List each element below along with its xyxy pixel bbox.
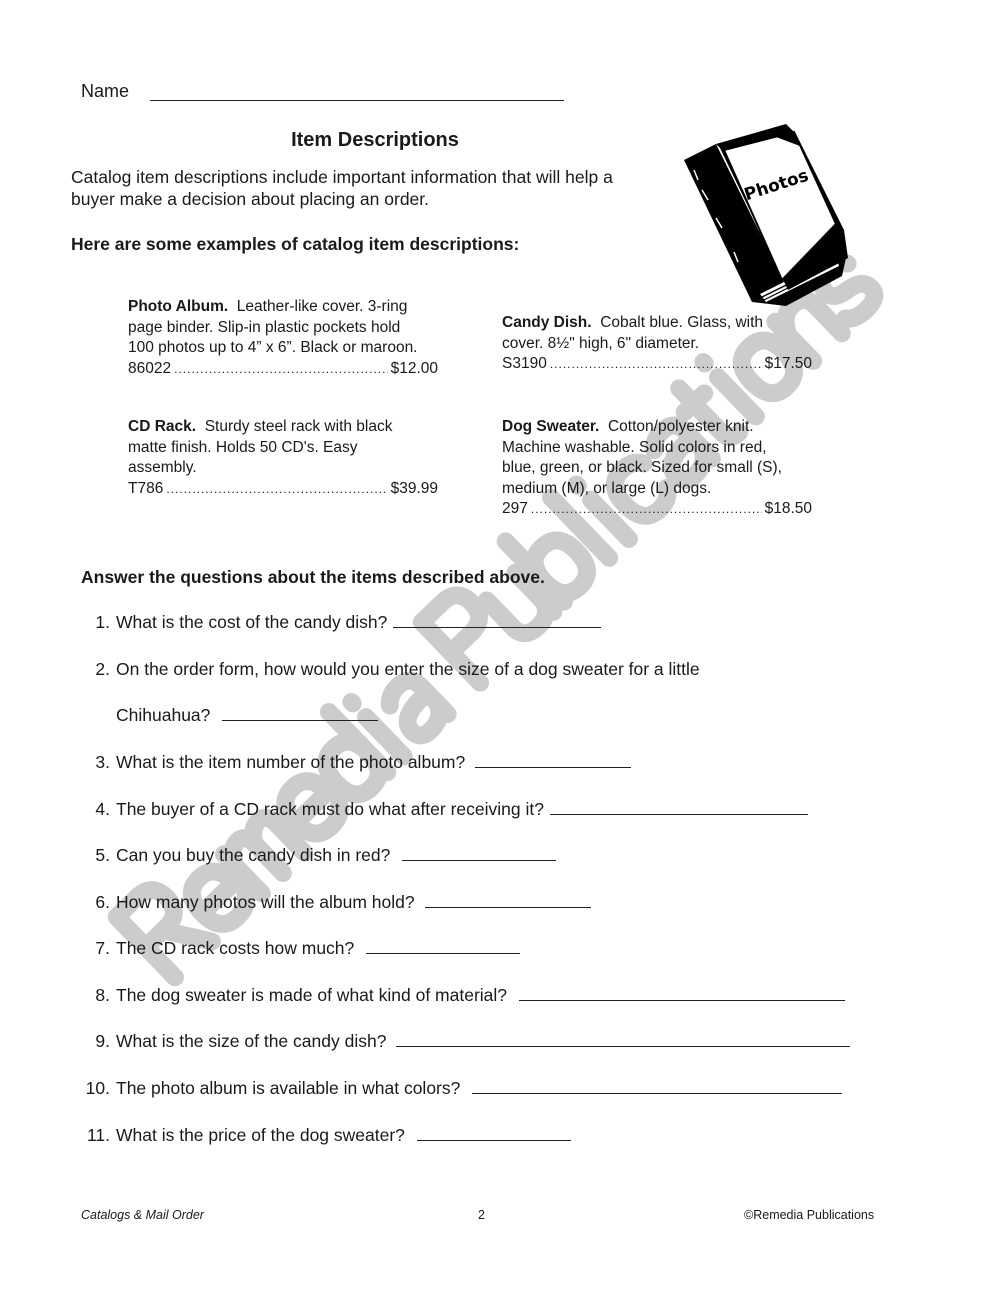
item-desc-line: Sturdy steel rack with black: [204, 418, 393, 435]
question-text: The buyer of a CD rack must do what after receiving it?: [116, 799, 544, 819]
question-number: 8.: [95, 985, 110, 1005]
question-text: The dog sweater is made of what kind of material?: [116, 985, 508, 1005]
question-text: On the order form, how would you enter the size of a dog sweater for a little: [116, 659, 700, 679]
watermark-glyph: [383, 675, 448, 741]
question-10: [80, 1077, 842, 1099]
question-4: [80, 798, 808, 820]
answer-blank[interactable]: [417, 1139, 571, 1141]
question-number: 7.: [95, 938, 110, 958]
name-label: Name: [81, 81, 130, 101]
question-2: [80, 658, 700, 680]
album-label: Photos: [741, 165, 811, 206]
item-number: S3190: [502, 355, 547, 372]
item-number: T786: [128, 479, 164, 497]
dot-leader: [174, 359, 387, 380]
item-desc-line: page binder. Slip-in plastic pockets hold: [128, 318, 401, 336]
item-price: $17.50: [764, 355, 812, 372]
question-number: 6.: [95, 892, 110, 912]
answer-blank[interactable]: [472, 1092, 842, 1094]
question-3: [80, 751, 631, 773]
question-number: 3.: [95, 752, 110, 772]
answer-blank[interactable]: [519, 999, 845, 1001]
dot-leader: [550, 354, 762, 375]
answer-blank[interactable]: [396, 1045, 850, 1047]
footer-copyright: ©Remedia Publications: [744, 1208, 875, 1222]
answer-blank[interactable]: [475, 766, 631, 768]
examples-heading: Here are some examples of catalog item descriptions:: [71, 234, 520, 254]
question-9: [80, 1030, 850, 1052]
item-desc-line: Machine washable. Solid colors in red,: [502, 438, 767, 456]
page-title: Item Descriptions: [291, 129, 459, 151]
question-number: 5.: [95, 845, 110, 865]
item-desc-line: assembly.: [128, 459, 197, 476]
question-1: [80, 611, 601, 633]
item-name: Photo Album.: [128, 298, 229, 315]
catalog-item-dog-sweater: [502, 417, 812, 520]
question-5: [80, 844, 556, 866]
question-number: 2.: [95, 659, 110, 679]
question-text: What is the cost of the candy dish?: [116, 612, 388, 632]
catalog-item-candy-dish: [502, 313, 812, 375]
answer-blank[interactable]: [393, 626, 601, 628]
watermark-glyph: [506, 511, 596, 602]
dot-leader: [166, 479, 387, 500]
item-desc-line: Cobalt blue. Glass, with: [600, 314, 764, 331]
question-number: 11.: [86, 1125, 110, 1145]
question-number: 9.: [95, 1031, 110, 1051]
photo-album-icon: [676, 120, 906, 310]
intro-paragraph: Catalog item descriptions include important information that will help a buyer make a decision about placing an order.: [71, 167, 613, 209]
item-number: 297: [502, 500, 528, 517]
item-desc-line: blue, green, or black. Sized for small (S),: [502, 459, 782, 476]
question-number: 4.: [95, 799, 110, 819]
question-6: [80, 891, 591, 913]
question-8: [80, 984, 845, 1006]
answer-blank[interactable]: [402, 859, 556, 861]
item-desc-line: medium (M), or large (L) dogs.: [502, 479, 712, 497]
question-11: [80, 1124, 571, 1146]
footer-page-number: 2: [478, 1208, 485, 1222]
item-price: $18.50: [764, 500, 812, 517]
question-text: What is the item number of the photo album?: [116, 752, 466, 772]
question-text: The CD rack costs how much?: [116, 938, 355, 958]
catalog-item-photo-album: [128, 297, 438, 379]
questions-heading: Answer the questions about the items described above.: [81, 567, 545, 587]
dot-leader: [531, 499, 762, 520]
item-name: CD Rack.: [128, 418, 197, 435]
item-desc-line: Leather-like cover. 3-ring: [236, 298, 408, 315]
answer-blank[interactable]: [425, 906, 591, 908]
question-number: 1.: [95, 612, 110, 632]
question-text: Chihuahua?: [116, 705, 211, 725]
question-text: Can you buy the candy dish in red?: [116, 845, 391, 865]
question-text: What is the size of the candy dish?: [116, 1031, 387, 1051]
question-7: [80, 937, 520, 959]
question-text: What is the price of the dog sweater?: [116, 1125, 405, 1145]
footer-book-title: Catalogs & Mail Order: [81, 1208, 204, 1222]
answer-blank[interactable]: [366, 952, 520, 954]
item-desc-line: 100 photos up to 4” x 6”. Black or maroon.: [128, 339, 418, 356]
item-name: Dog Sweater.: [502, 418, 600, 435]
question-text: The photo album is available in what colors?: [116, 1078, 461, 1098]
question-2-continuation: [80, 704, 378, 726]
catalog-item-cd-rack: [128, 417, 438, 499]
question-text: How many photos will the album hold?: [116, 892, 415, 912]
item-desc-line: matte finish. Holds 50 CD's. Easy: [128, 438, 358, 456]
answer-blank[interactable]: [222, 719, 378, 721]
item-name: Candy Dish.: [502, 314, 592, 331]
item-desc-line: Cotton/polyester knit.: [607, 418, 754, 435]
answer-blank[interactable]: [550, 813, 808, 815]
question-number: 10.: [85, 1078, 110, 1098]
item-number: 86022: [128, 359, 172, 377]
item-desc-line: cover. 8½" high, 6" diameter.: [502, 334, 700, 352]
item-price: $12.00: [390, 359, 438, 377]
item-price: $39.99: [390, 479, 438, 497]
name-field-line[interactable]: [150, 100, 564, 101]
